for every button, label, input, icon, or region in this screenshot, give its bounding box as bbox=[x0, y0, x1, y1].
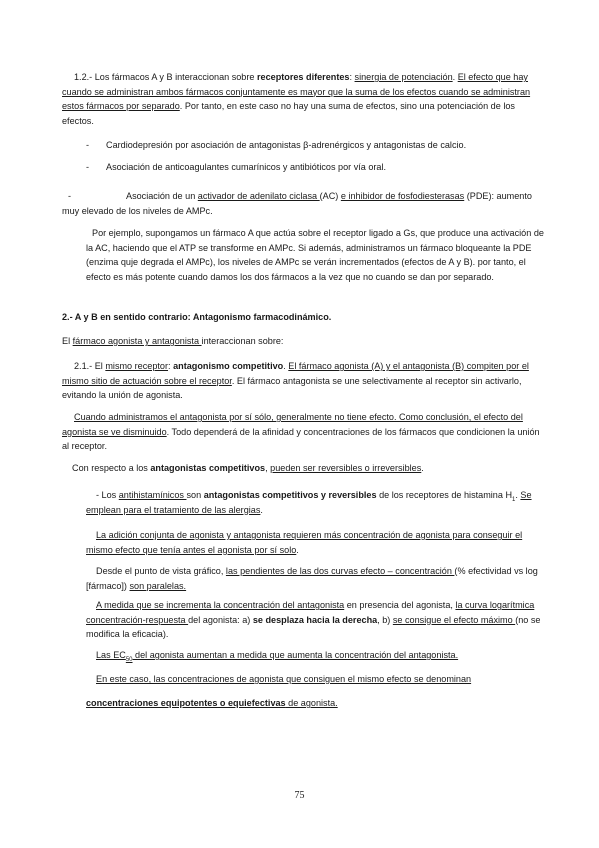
text: del agonista: a) bbox=[188, 614, 253, 625]
text: . bbox=[515, 490, 521, 500]
text: 1.2.- Los fármacos A y B interaccionan sobre bbox=[74, 72, 257, 82]
text: . bbox=[283, 361, 289, 371]
text: El bbox=[62, 336, 73, 346]
text: , bbox=[265, 463, 271, 473]
text: Asociación de un bbox=[126, 191, 198, 201]
paragraph-competitivo bbox=[62, 359, 546, 403]
text: interaccionan sobre: bbox=[201, 336, 284, 346]
text: . bbox=[452, 72, 458, 82]
paragraph-ac-pde bbox=[62, 189, 546, 218]
text: , b) bbox=[377, 614, 393, 625]
text: (no se modifica la eficacia). bbox=[86, 614, 541, 640]
underlined-text: A medida que se incrementa la concentración del antagonista bbox=[96, 600, 345, 610]
list-item-text: Cardiodepresión por asociación de antagonistas β-adrenérgicos y antagonistas de calcio. bbox=[106, 140, 467, 150]
underlined-text: pueden ser reversibles o irreversibles bbox=[270, 463, 422, 473]
bold-underlined-text: concentraciones equipotentes o equiefectivas bbox=[86, 698, 286, 708]
underlined-text: sinergia de potenciación bbox=[354, 72, 453, 82]
dash: - bbox=[86, 162, 90, 172]
subscript: 1 bbox=[512, 496, 516, 503]
text: . bbox=[296, 544, 299, 555]
text: Con respecto a los bbox=[72, 463, 151, 473]
list-item bbox=[86, 138, 546, 160]
text: - Los bbox=[96, 490, 119, 500]
text: . bbox=[421, 463, 424, 473]
paragraph-equipotentes bbox=[86, 696, 546, 711]
list-item-text: Asociación de anticoagulantes cumarínicos y antibióticos por vía oral. bbox=[106, 162, 387, 172]
paragraph-conclusion bbox=[62, 410, 546, 454]
list-item bbox=[86, 160, 546, 182]
underlined-text: antihistamínicos bbox=[118, 490, 187, 500]
underlined-text: Se emplean para el tratamiento de las alergias bbox=[86, 490, 532, 515]
text: . Por tanto, en este caso no hay una suma de efectos, sino una potenciación de los efectos. bbox=[62, 101, 515, 126]
underlined-text: las pendientes de las dos curvas efecto – concentración bbox=[225, 566, 455, 576]
bold-text: se desplaza hacia la derecha bbox=[252, 614, 378, 625]
page-number: 75 bbox=[294, 790, 305, 801]
underlined-text: El fármaco agonista (A) y el antagonista (B) compiten por el mismo sitio de actuación sobre el receptor bbox=[62, 361, 529, 386]
paragraph-antihistaminicos bbox=[86, 488, 546, 517]
section-heading: 2.- A y B en sentido contrario: Antagonismo farmacodinámico. bbox=[62, 312, 332, 322]
paragraph-intro bbox=[62, 334, 546, 349]
paragraph-equipotentes-intro bbox=[86, 672, 546, 687]
underlined-text: En este caso, las concentraciones de agonista que consiguen el mismo efecto se denominan bbox=[96, 674, 472, 684]
bold-text: receptores diferentes bbox=[256, 72, 350, 82]
bold-text: antagonismo competitivo bbox=[173, 361, 284, 371]
paragraph-sinergia bbox=[62, 70, 546, 128]
paragraph-adicion bbox=[86, 528, 546, 557]
dash: - bbox=[68, 191, 72, 201]
underlined-text: la curva logarítmica concentración-respuesta bbox=[86, 600, 535, 625]
underlined-text: e inhibidor de fosfodiesterasas bbox=[340, 191, 465, 201]
underlined-text: El efecto que hay cuando se administran ambos fármacos conjuntamente es mayor que la suma de los efectos cuando se administran estos fármacos por separado bbox=[62, 72, 531, 112]
text: (PDE): aumento muy elevado de los niveles de AMPc. bbox=[62, 191, 532, 216]
text: son bbox=[186, 490, 204, 500]
text: . El fármaco antagonista se une selectivamente al receptor sin activarlo, evitando la unión de agonista. bbox=[62, 375, 522, 401]
text: Desde el punto de vista gráfico, bbox=[96, 566, 226, 576]
text: : bbox=[168, 361, 174, 371]
paragraph-ec50 bbox=[86, 648, 546, 663]
underlined-text: fármaco agonista y antagonista bbox=[72, 336, 202, 346]
underlined-text: Las EC bbox=[96, 650, 126, 660]
text: . Todo dependerá de la afinidad y concentraciones de los fármacos que condicionen la unión al receptor. bbox=[62, 426, 540, 452]
text: (AC) bbox=[319, 191, 341, 201]
underlined-text: Cuando administramos el antagonista por sí sólo, generalmente no tiene efecto. Como conclusión, el efecto del agonista se ve disminuido bbox=[62, 412, 523, 437]
bold-text: antagonistas competitivos y reversibles bbox=[203, 490, 377, 500]
text: (% efectividad vs log [fármaco]) bbox=[86, 566, 538, 591]
subscript: 50 bbox=[125, 656, 133, 663]
text: 2.1.- El bbox=[74, 361, 106, 371]
underlined-text: activador de adenilato ciclasa bbox=[197, 191, 320, 201]
paragraph-reversibles bbox=[62, 461, 546, 476]
paragraph-curva bbox=[86, 598, 546, 642]
paragraph-grafico bbox=[86, 564, 546, 593]
underlined-text: mismo receptor bbox=[105, 361, 169, 371]
text: en presencia del agonista, bbox=[344, 600, 456, 610]
text: . bbox=[260, 504, 263, 515]
underlined-text: son paralelas. bbox=[129, 580, 187, 591]
underlined-text: de agonista. bbox=[285, 698, 338, 708]
dash: - bbox=[86, 140, 90, 150]
bold-text: antagonistas competitivos bbox=[150, 463, 266, 473]
underlined-text: se consigue el efecto máximo bbox=[392, 614, 516, 625]
text: de los receptores de histamina H bbox=[376, 490, 513, 500]
underlined-text: del agonista aumentan a medida que aumenta la concentración del antagonista. bbox=[132, 650, 459, 660]
underlined-text: La adición conjunta de agonista y antagonista requieren más concentración de agonista para conseguir el mismo efecto que tenía antes el agonista por sí solo bbox=[86, 530, 523, 555]
paragraph-example: Por ejemplo, supongamos un fármaco A que actúa sobre el receptor ligado a Gs, que produce una activación de la AC, haciendo que el ATP se transforme en AMPc. Si además, administramos un fármaco bloqueante la PDE (enzima quje degrada el AMPc), los niveles de AMPc se verán incrementados (efectos de A y B). por tanto, el efecto es más potente cuando damos los dos fármacos a la vez que no cuando se dan por separado. bbox=[86, 228, 544, 283]
example-list bbox=[86, 138, 546, 182]
text: : bbox=[349, 72, 355, 82]
